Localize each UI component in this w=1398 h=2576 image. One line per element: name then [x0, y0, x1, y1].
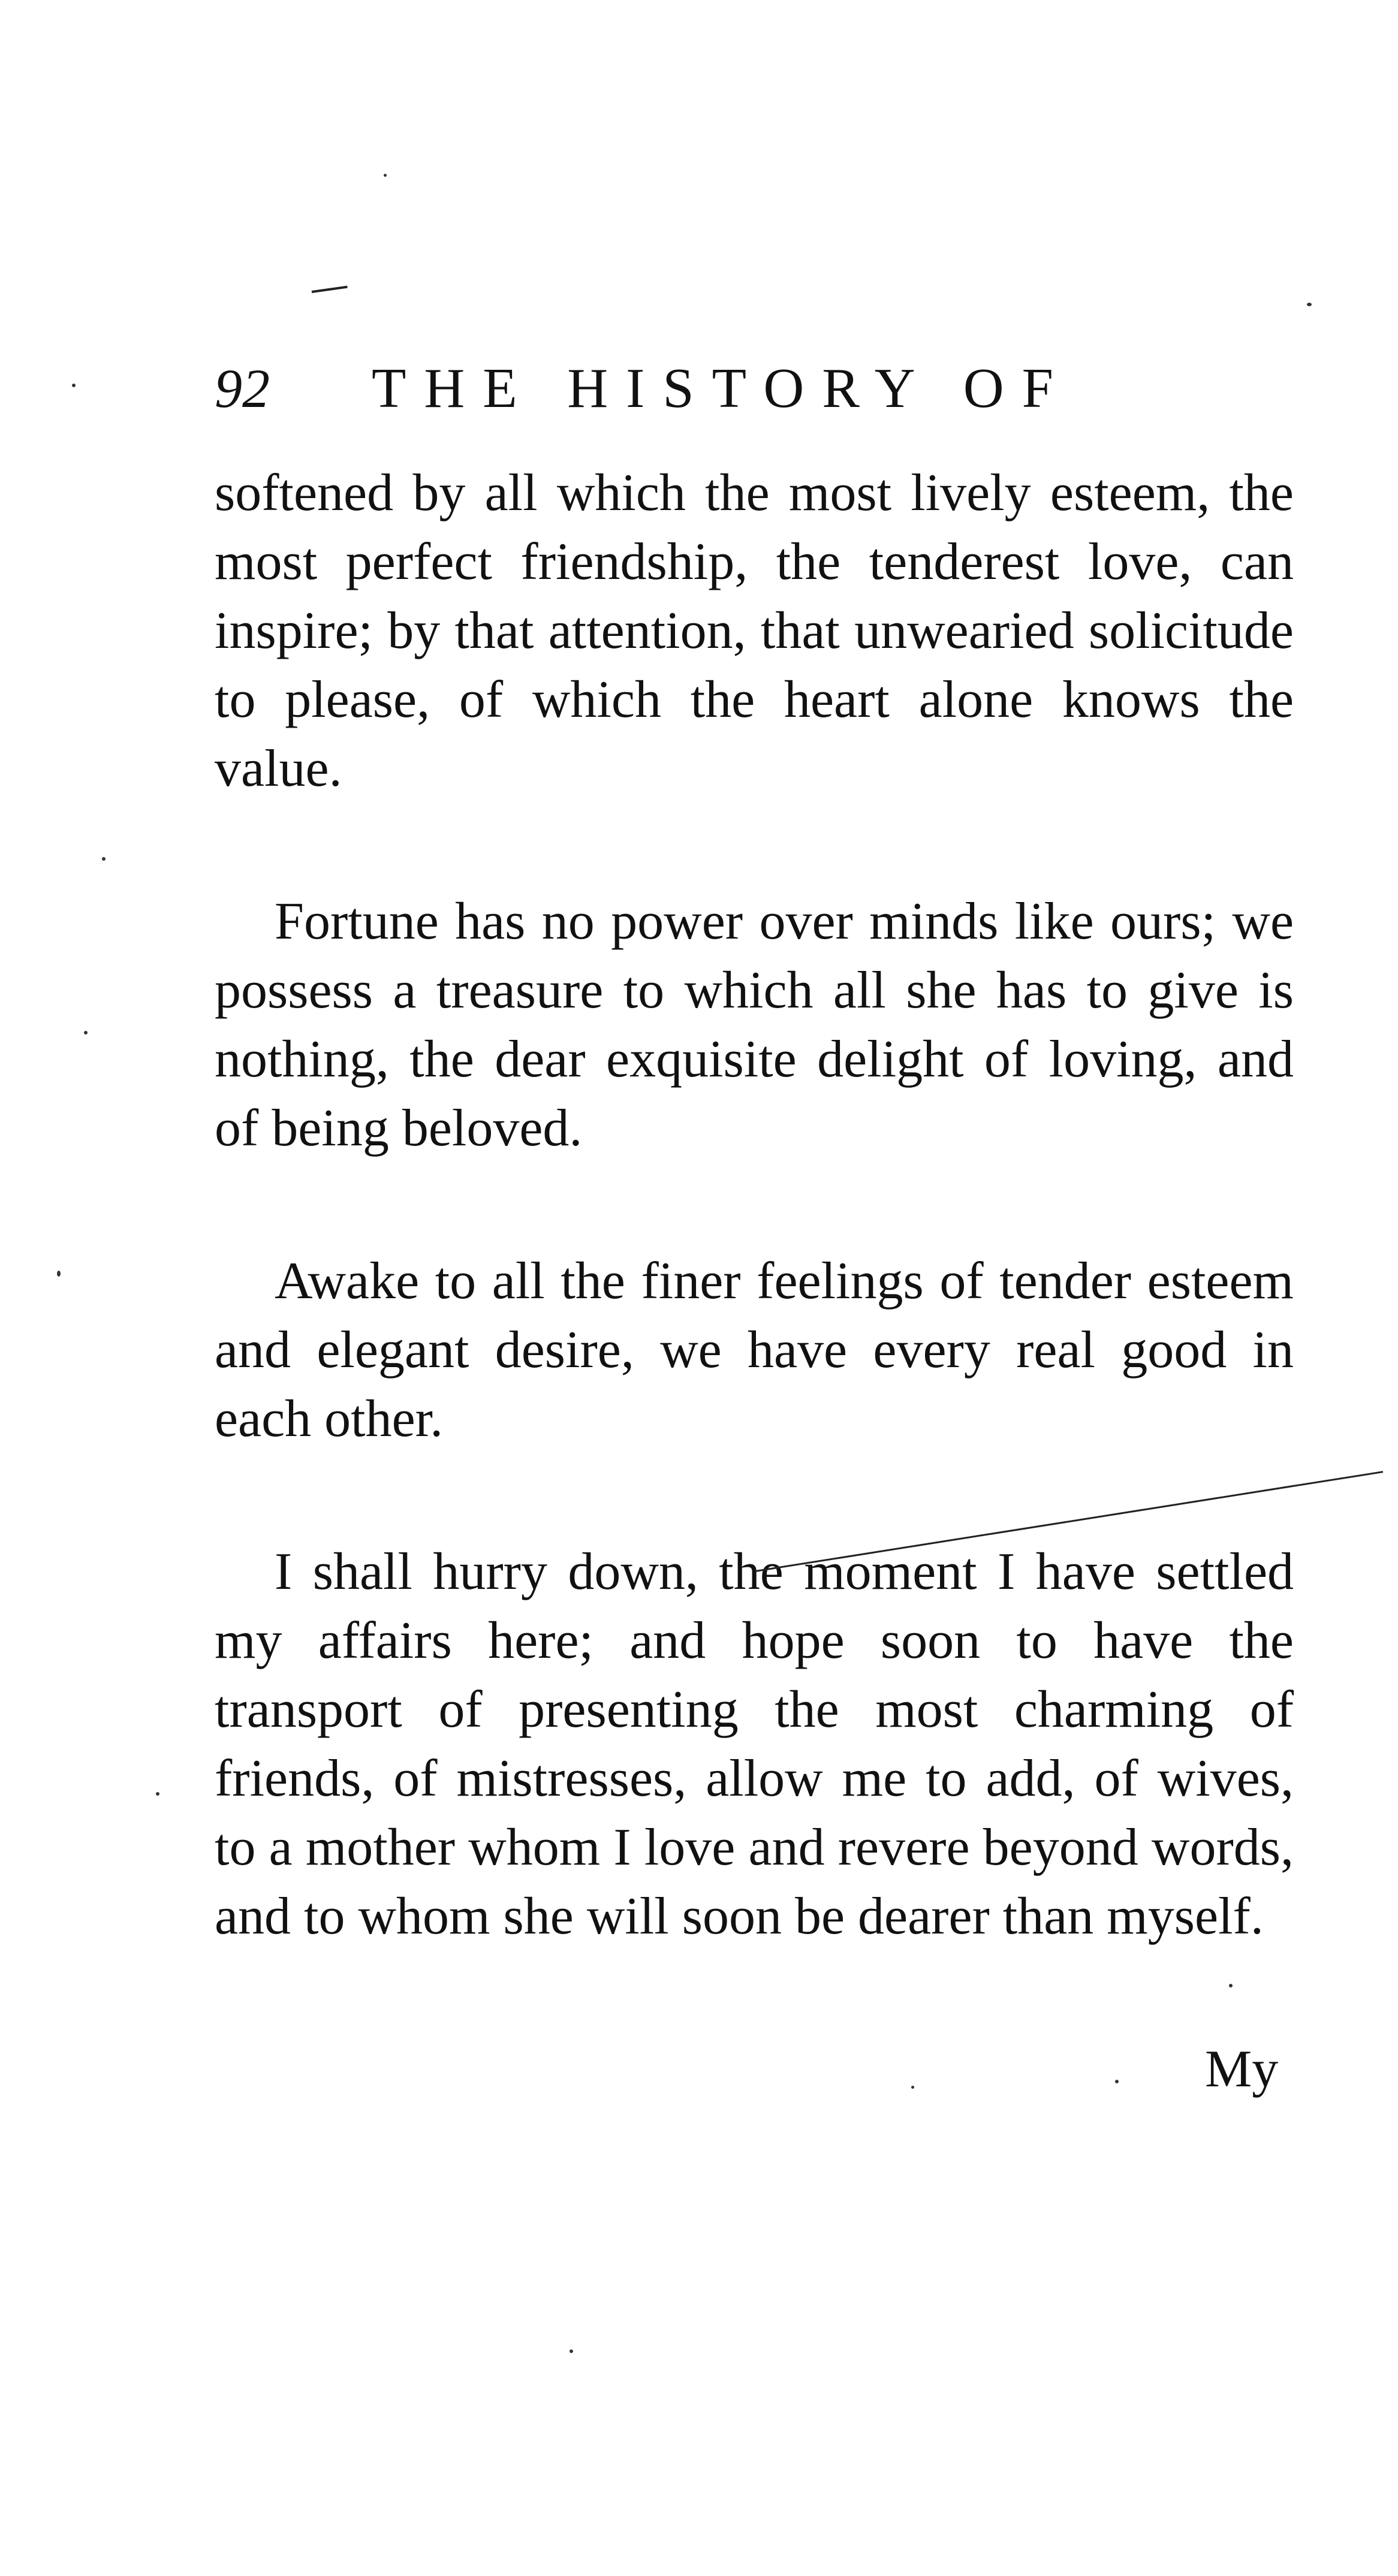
paragraph-1: softened by all which the most lively esteem, the most perfect friendship, the tenderest love, can inspire; by that attention, that unwearied solicitude to please, of which the heart alone knows the value. — [215, 464, 1294, 798]
running-head: THE HISTORY OF — [372, 357, 1071, 420]
catchword: My — [1205, 2040, 1279, 2098]
paper-speck — [72, 384, 76, 387]
paper-speck — [570, 2349, 573, 2353]
paper-speck — [57, 1271, 61, 1277]
paper-speck — [1115, 2080, 1119, 2083]
paper-speck — [384, 174, 387, 177]
paragraph-3: Awake to all the finer feelings of tender esteem and elegant desire, we have every real good in each other. — [215, 1252, 1294, 1448]
ink-stroke-mark — [312, 286, 348, 293]
paper-speck — [102, 857, 106, 861]
body-text — [215, 459, 1294, 1951]
paper-speck — [156, 1792, 159, 1796]
paragraph-4: I shall hurry down, the moment I have settled my affairs here; and hope soon to have the transport of presenting the most charming of friends, of mistresses, allow me to add, of wives, to a mother whom I love and revere beyond words, and to whom she will soon be dearer than myself. — [215, 1543, 1294, 1945]
paper-speck — [911, 2086, 914, 2089]
paragraph-2: Fortune has no power over minds like ours; we possess a treasure to which all she has to give is nothing, the dear exquisite delight of loving, and of being beloved. — [215, 892, 1294, 1157]
paper-speck — [1229, 1984, 1233, 1987]
paper-speck — [1307, 303, 1312, 306]
page-number: 92 — [215, 358, 270, 419]
page-header — [215, 352, 1354, 424]
paper-speck — [84, 1031, 88, 1034]
